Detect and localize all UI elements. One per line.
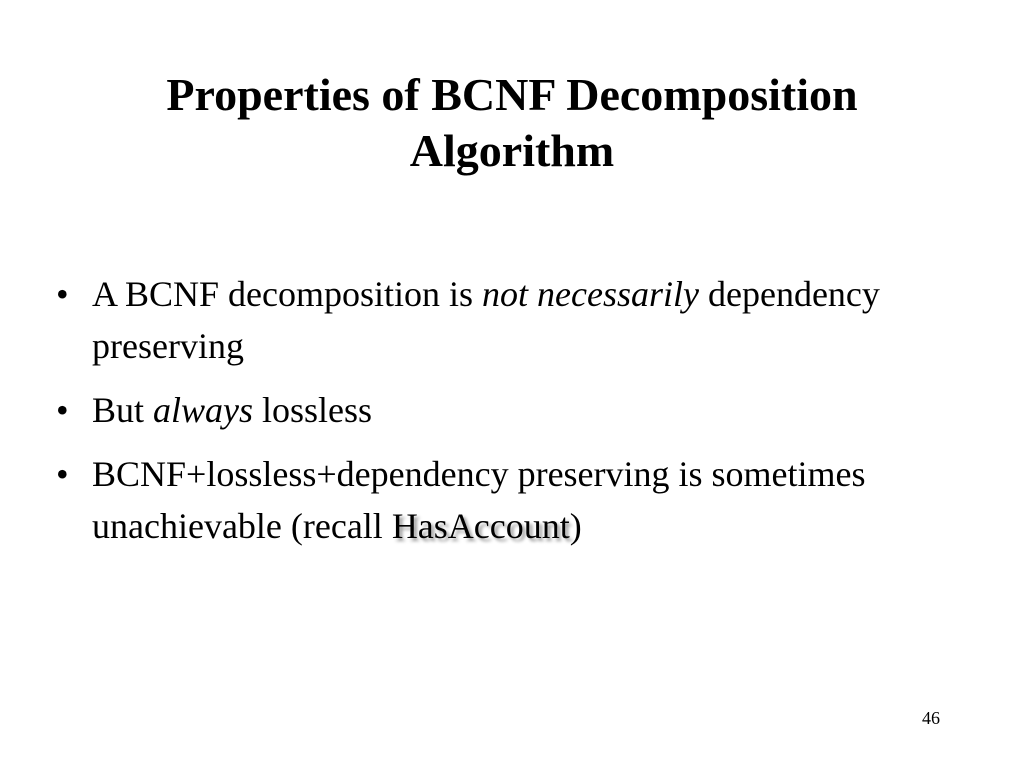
- bullet-item-2: [56, 384, 956, 436]
- slide-title: [60, 67, 964, 179]
- bullet-2-text: But: [92, 390, 154, 430]
- bullet-1-text: A BCNF decomposition is: [92, 274, 483, 314]
- bullet-dot-icon: •: [56, 274, 69, 314]
- has-account-highlight: HasAccount: [391, 506, 570, 546]
- bullet-item-1: [56, 268, 956, 372]
- bullet-3-text: BCNF+lossless+dependency preserving is sometimes unachievable (recall: [92, 454, 866, 546]
- bullet-3-text-after: ): [569, 506, 582, 546]
- bullet-1-emphasis: not necessarily: [482, 274, 699, 314]
- bullet-1-text-after: dependency preserving: [92, 274, 880, 366]
- bullet-list: [56, 268, 956, 564]
- slide-title-line-1: Properties of BCNF Decomposition: [166, 68, 858, 120]
- bullet-2-text-after: lossless: [253, 390, 373, 430]
- bullet-item-3: [56, 448, 956, 552]
- page-number: 46: [922, 708, 940, 728]
- bullet-2-emphasis: always: [153, 390, 254, 430]
- bullet-dot-icon: •: [56, 390, 69, 430]
- slide-title-line-2: Algorithm: [409, 124, 615, 176]
- bullet-dot-icon: •: [56, 454, 69, 494]
